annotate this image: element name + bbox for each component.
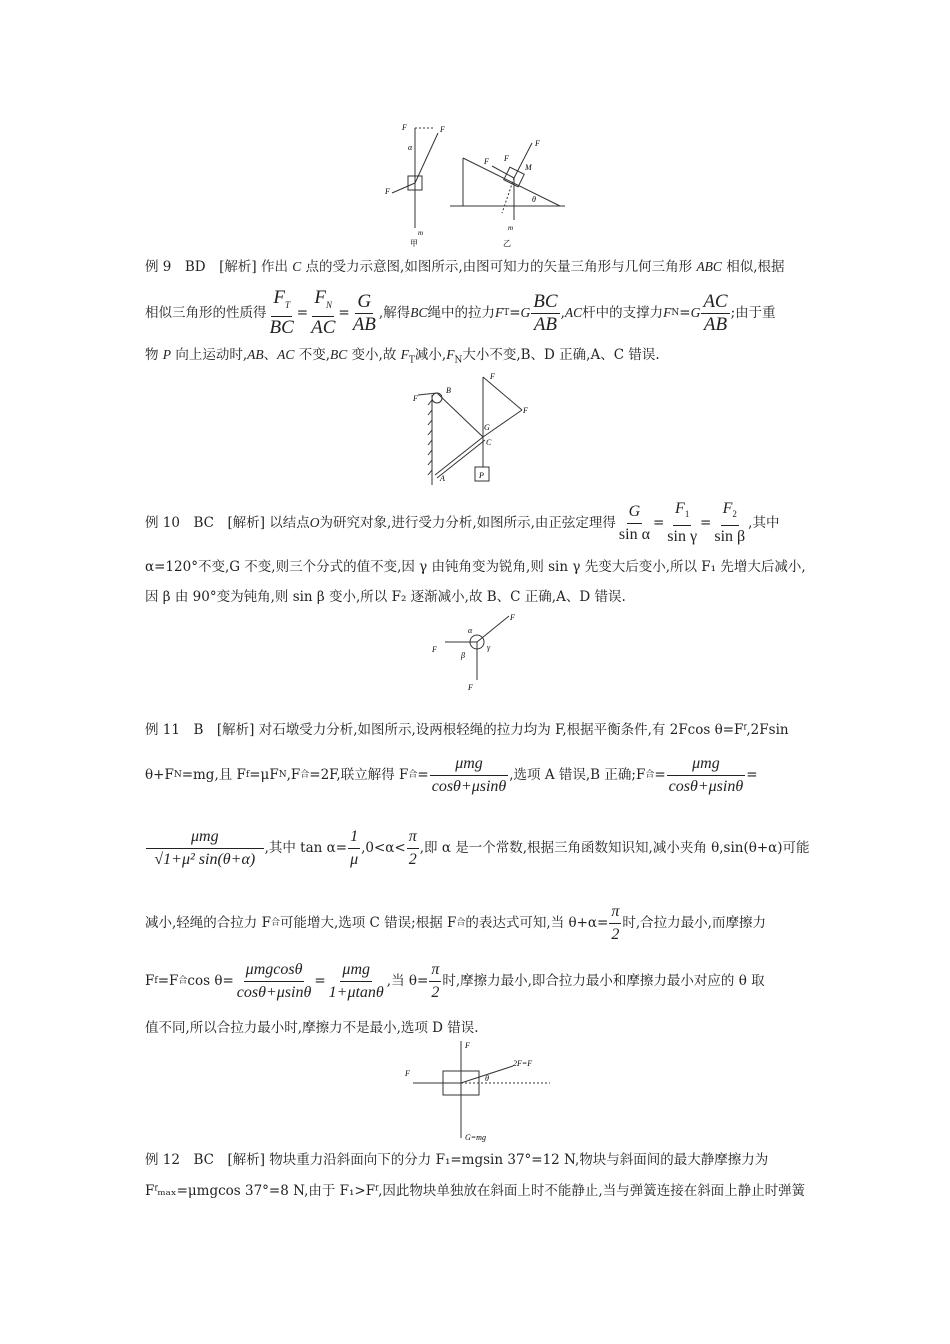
ex11-text: ,即 α 是一个常数,根据三角函数知识知,减小夹角 θ,sin(θ+α)可能: [419, 840, 810, 856]
den: sin α: [618, 525, 650, 543]
fraction-pi-2: [407, 826, 419, 871]
num: F: [273, 287, 285, 309]
ex11-sub: f: [245, 770, 250, 780]
fig9b-ft-label: F: [490, 372, 495, 381]
ex9-var: BC: [410, 305, 428, 320]
ex11-text: =: [314, 973, 326, 989]
ex10-text: 为研究对象,进行受力分析,如图所示,由正弦定理得: [319, 515, 616, 531]
den: cosθ+μsinθ: [431, 777, 507, 795]
ex9-text: 、: [263, 347, 278, 363]
ex11-text: =: [654, 767, 666, 783]
ex9-var: F: [446, 347, 455, 362]
ex10-line-2: [145, 557, 806, 577]
ex11-text: 减小,轻绳的合拉力 F: [145, 915, 271, 931]
fig11-fn-label: F: [465, 1041, 470, 1050]
ex9-line-1: [145, 257, 785, 277]
ex9-sub: N: [671, 308, 680, 318]
ex9-var: ABC: [696, 259, 722, 274]
equals: =: [296, 305, 309, 321]
ex9-sub: N: [454, 355, 463, 366]
fraction-1-mu: [348, 826, 360, 871]
ex10-text: α=120°不变,G 不变,则三个分式的值不变,因 γ 由钝角变为锐角,则 sin γ 先变大后变小,所以 F₁ 先增大后减小,: [145, 559, 806, 575]
fraction-ac-ab: [701, 291, 729, 336]
ex9-line-2: [145, 287, 776, 338]
yi-caption: 乙: [503, 239, 511, 248]
ex11-text: =: [417, 767, 429, 783]
ex11-text: θ+F: [145, 767, 174, 783]
num: μmg: [667, 753, 745, 776]
fraction-fn-ac: [309, 287, 337, 339]
den: 2: [431, 983, 440, 1001]
num-sub: N: [326, 299, 333, 310]
ex11-sub: 合: [178, 976, 188, 986]
fig10-alpha-label: α: [468, 626, 473, 635]
den: sin β: [714, 528, 746, 546]
den: AB: [703, 313, 728, 335]
jia-caption: 甲: [410, 239, 418, 248]
ex11-text: ,其中 tan α=: [264, 840, 348, 856]
fraction-f1-sin-gamma: [665, 498, 699, 548]
ex9-line-3: [145, 345, 660, 371]
fig10-beta-label: β: [461, 651, 465, 660]
ex11-text: =: [746, 767, 758, 783]
ex11-text: =μF: [249, 767, 279, 783]
fig9b-f-label: F: [413, 394, 418, 403]
ex11-line-2: [145, 752, 758, 798]
fraction-mumg-cos: [430, 753, 509, 798]
ex11-text: =mg,且 F: [181, 767, 246, 783]
fig11-theta-label: θ: [485, 1074, 489, 1083]
fig10-f2-label: F: [510, 613, 515, 622]
fig9b-fn-label: F: [523, 406, 528, 415]
num-sub: 2: [732, 509, 737, 520]
fraction-mumg-tan: [327, 959, 386, 1004]
ex11-text: =2F,联立解得 F: [309, 767, 409, 783]
ex12-line-2: [145, 1181, 805, 1201]
ex11-text: 的表达式可知,当 θ+α=: [465, 915, 609, 931]
ex9-var: BC: [330, 347, 348, 362]
den: AB: [352, 313, 376, 335]
ex11-sub: 合: [270, 918, 280, 928]
jia-ft-label: F: [440, 125, 445, 134]
den: 2: [408, 850, 417, 868]
yi-fn-label: F: [535, 139, 540, 148]
num: π: [407, 826, 419, 849]
ex10-var: O: [309, 515, 320, 530]
fraction-g-ab: [351, 291, 378, 336]
ex9-text: 变小,故: [347, 347, 401, 363]
ex11-text: 可能增大,选项 C 错误;根据 F: [279, 915, 457, 931]
ex10-line-3: [145, 587, 626, 607]
yi-ff-label: F: [504, 154, 509, 163]
num: F: [675, 499, 685, 517]
ex9-text: 物: [145, 347, 163, 363]
num: π: [429, 959, 441, 982]
ex11-sub: N: [173, 770, 182, 780]
num: μmg: [146, 826, 264, 849]
fig9b-c-label: C: [486, 438, 492, 447]
figure-10-node-forces: [425, 608, 535, 696]
ex12-text: 例 12 BC [解析] 物块重力沿斜面向下的分力 F₁=mgsin 37°=12 N,物块与斜面间的最大静摩擦力为: [145, 1152, 769, 1168]
num-sub: T: [284, 299, 290, 310]
ex9-sub: T: [408, 355, 415, 366]
fig11-g-label: G=mg: [465, 1133, 486, 1142]
ex11-text: 值不同,所以合拉力最小时,摩擦力不是最小,选项 D 错误.: [145, 1020, 479, 1036]
den: μ: [350, 850, 359, 868]
ex9-text: =: [509, 305, 521, 321]
fig9b-p-label: P: [479, 471, 484, 480]
ex9-var: G: [690, 305, 701, 320]
ex11-text: F: [145, 973, 155, 989]
fig11-2f-label: 2F=F: [513, 1059, 533, 1068]
num: μmg: [430, 753, 508, 776]
den: sin γ: [667, 528, 698, 546]
num: F: [722, 499, 733, 517]
yi-ft-label: F: [484, 157, 489, 166]
figure-9-force-diagrams: [380, 118, 580, 253]
ex9-text: 杆中的支撑力: [582, 305, 664, 321]
den: BC: [269, 316, 294, 338]
jia-mg-label: m: [418, 229, 424, 237]
ex11-sub: 合: [300, 770, 310, 780]
fraction-bc-ab: [531, 291, 559, 336]
num-sub: 1: [684, 509, 690, 520]
ex11-sub: 合: [456, 918, 466, 928]
fraction-pi-2: [609, 901, 621, 946]
ex9-var: AB: [247, 347, 264, 362]
ex11-sub: f: [154, 976, 158, 986]
ex9-var: F: [400, 347, 409, 362]
den: cosθ+μsinθ: [236, 983, 312, 1001]
ex11-text: ,0<α<: [361, 840, 406, 856]
fig11-ff-label: F: [405, 1069, 410, 1078]
fraction-g-sin-alpha: [617, 501, 652, 546]
den: AC: [311, 316, 336, 338]
yi-theta-label: θ: [532, 195, 536, 204]
ex9-text: 例 9 BD [解析] 作出: [145, 259, 293, 275]
num: F: [314, 287, 327, 309]
ex9-var: C: [292, 259, 302, 274]
figure-11-block-forces: [395, 1036, 565, 1144]
fraction-mumgcos-cos: [235, 959, 314, 1004]
ex11-text: ,当 θ=: [386, 973, 429, 989]
ex9-text: 减小,: [414, 347, 447, 363]
den: √1+μ² sin(θ+α): [154, 850, 256, 868]
ex11-line-1: [145, 720, 789, 740]
ex11-line-5: [145, 958, 765, 1004]
ex10-text: ,其中: [748, 515, 780, 531]
num: G: [357, 290, 372, 312]
ex11-text: cos θ=: [187, 973, 234, 989]
ex11-text: 时,摩擦力最小,即合拉力最小和摩擦力最小对应的 θ 取: [442, 973, 765, 989]
ex9-text: 点的受力示意图,如图所示,由图可知力的矢量三角形与几何三角形: [301, 259, 697, 275]
num: 1: [348, 826, 360, 849]
ex10-text: 因 β 由 90°变为钝角,则 sin β 变小,所以 F₂ 逐渐减小,故 B、C 正确,A、D 错误.: [145, 589, 626, 605]
ex11-text: ,选项 A 错误,B 正确;F: [509, 767, 646, 783]
fraction-ft-bc: [268, 287, 296, 339]
fig10-gamma-label: γ: [487, 643, 491, 652]
ex11-text: ,F: [286, 767, 301, 783]
ex9-var: G: [520, 305, 531, 320]
ex9-var: F: [663, 305, 672, 320]
fig9b-b-label: B: [446, 386, 451, 395]
fig10-f3-label: F: [468, 683, 473, 692]
den: 2: [611, 925, 620, 943]
yi-mg-label: m: [508, 224, 514, 232]
ex9-text: ,: [560, 305, 565, 321]
fraction-f2-sin-beta: [712, 498, 747, 548]
den: cosθ+μsinθ: [668, 777, 744, 795]
ex9-text: 向上运动时,: [171, 347, 248, 363]
fraction-mumg-cos-2: [667, 753, 746, 798]
ex9-sub: T: [503, 308, 510, 318]
jia-f-label: F: [385, 187, 390, 196]
ex11-text: =F: [157, 973, 179, 989]
num: π: [609, 901, 621, 924]
ex9-text: ;由于重: [730, 305, 776, 321]
ex9-text: 大小不变,B、D 正确,A、C 错误.: [462, 347, 660, 363]
yi-m-label: M: [525, 163, 532, 172]
ex9-text: 不变,: [294, 347, 330, 363]
ex9-var: P: [162, 347, 172, 362]
ex11-text: 时,合拉力最小,而摩擦力: [622, 915, 766, 931]
ex9-var: AC: [277, 347, 295, 362]
fraction-mumg-sqrt: [146, 826, 264, 871]
num: μmg: [340, 959, 372, 982]
equals: =: [338, 305, 350, 321]
ex9-text: 相似三角形的性质得: [145, 305, 267, 321]
jia-fhe-label: F: [402, 123, 407, 132]
den: AB: [533, 313, 558, 335]
den: 1+μtanθ: [328, 983, 384, 1001]
ex9-var: F: [494, 305, 504, 320]
ex9-text: 绳中的拉力: [427, 305, 495, 321]
fraction-pi-2: [429, 959, 441, 1004]
fig9b-a-label: A: [440, 474, 445, 483]
ex12-line-1: [145, 1150, 768, 1170]
num: μmgcosθ: [244, 959, 305, 982]
ex9-text: ,解得: [378, 305, 411, 321]
ex11-text: 例 11 B [解析] 对石墩受力分析,如图所示,设两根轻绳的拉力均为 F,根据平衡条件,有 2Fcos θ=Fᶠ,2Fsin: [145, 722, 789, 738]
ex10-text: 例 10 BC [解析] 以结点: [145, 515, 310, 531]
ex11-line-3: [145, 818, 810, 878]
ex11-sub: N: [278, 770, 287, 780]
num: AC: [703, 290, 728, 312]
fig9b-g-label: G: [484, 423, 490, 432]
num: G: [627, 501, 643, 524]
ex9-var: AC: [564, 305, 583, 320]
ex9-text: =: [679, 305, 691, 321]
ex11-sub: 合: [408, 770, 418, 780]
ex10-line-1: 例 10 BC [解析] 以结点 O 为研究对象,进行受力分析,如图所示,由正弦定理得 $\frac{G}{\text{sin α}}$ = $\frac{F_1}{\text{sin γ}}$ = $\frac{F_2}{\text{sin β}}$ ,其中: [145, 500, 779, 546]
ex11-line-4: [145, 900, 766, 946]
ex11-sub: 合: [645, 770, 655, 780]
ex11-line-6: [145, 1018, 479, 1038]
fig10-f1-label: F: [432, 645, 437, 654]
ex9-text: 相似,根据: [721, 259, 785, 275]
ex12-text: Fᶠₘₐₓ=μmgcos 37°=8 N,由于 F₁>Fᶠ,因此物块单独放在斜面上时不能静止,当与弹簧连接在斜面上静止时弹簧: [145, 1183, 806, 1199]
figure-9-pulley-diagram: [410, 365, 550, 490]
jia-alpha-label: α: [408, 143, 413, 152]
num: BC: [533, 290, 558, 312]
diagram-jia: [392, 128, 438, 228]
